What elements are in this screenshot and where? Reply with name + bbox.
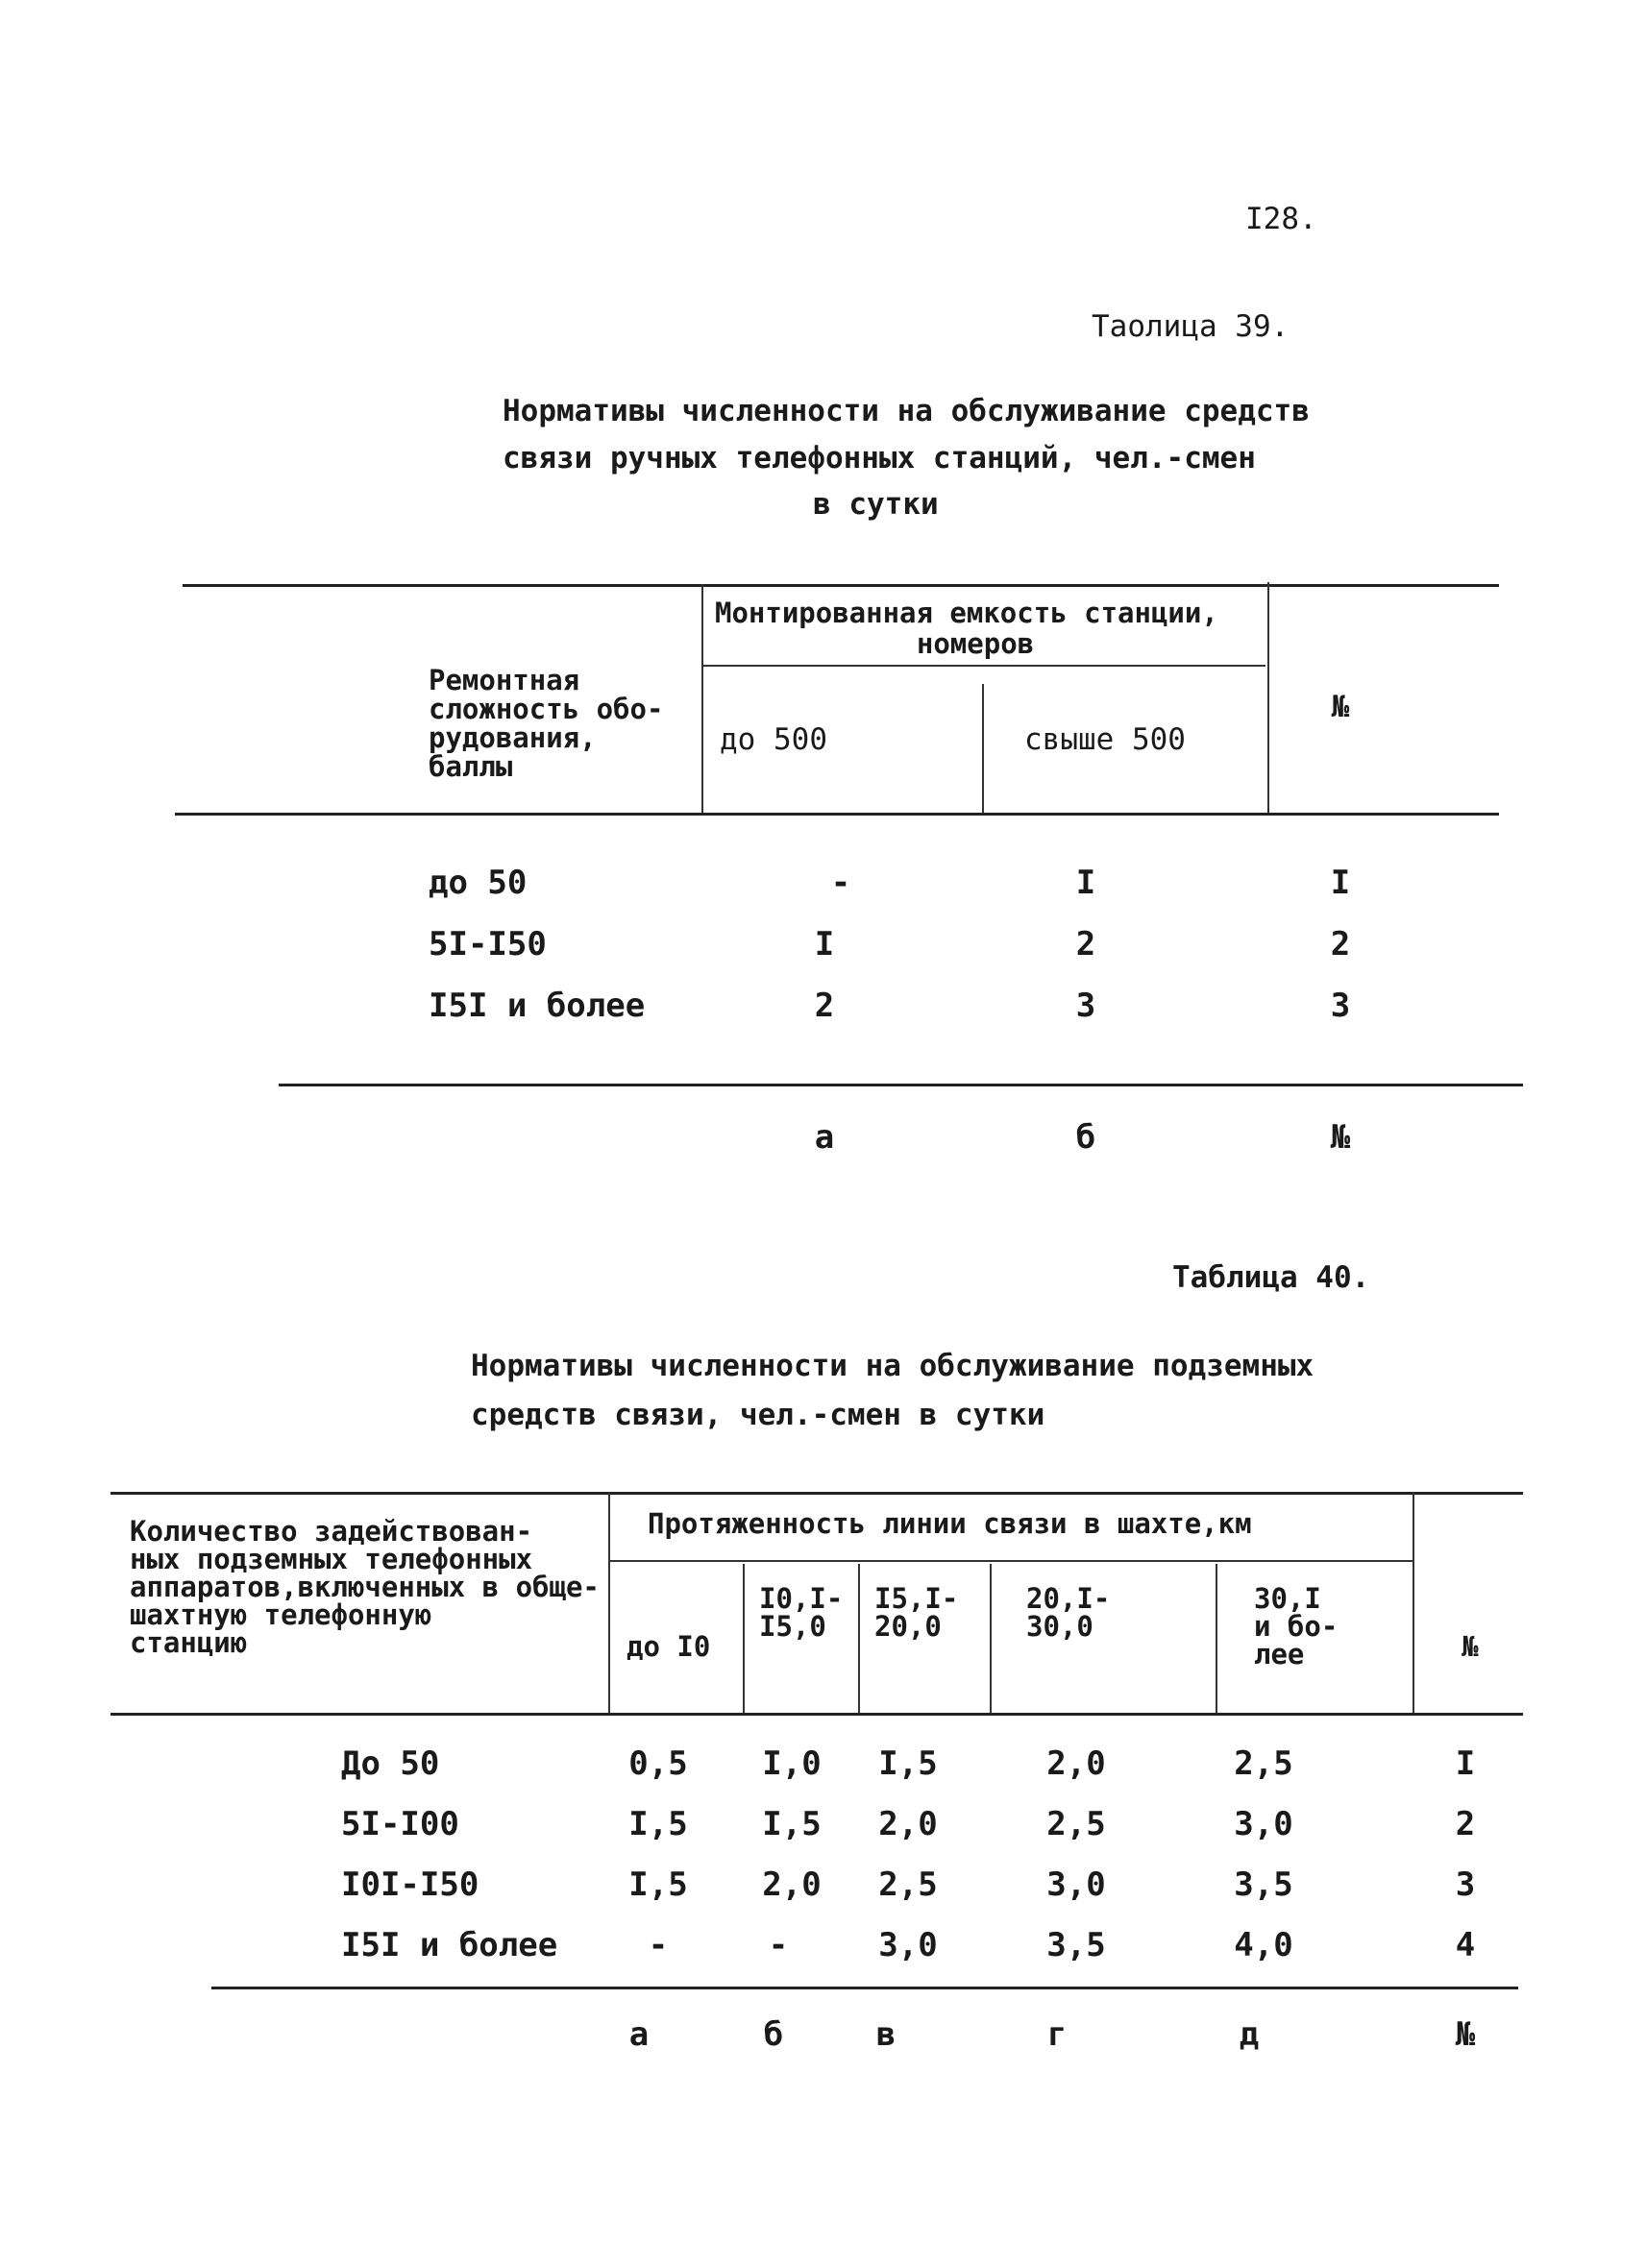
table-divider <box>1267 582 1269 813</box>
table-cell: 2,5 <box>1234 1744 1293 1783</box>
row-number: 2 <box>1330 925 1351 963</box>
column-header: лее <box>1254 1638 1305 1671</box>
column-header: 30,I <box>1254 1582 1321 1615</box>
row-number: 3 <box>1455 1866 1476 1904</box>
row-header: Количество задействован- <box>130 1515 533 1548</box>
row-header: баллы <box>429 750 513 783</box>
footer-letter: б <box>1075 1118 1096 1157</box>
table-divider <box>990 1564 992 1713</box>
table-cell: 3,5 <box>1046 1926 1106 1964</box>
row-label: I0I-I50 <box>341 1866 479 1904</box>
table-cell: 0,5 <box>628 1744 688 1783</box>
number-header: № <box>1462 1630 1479 1663</box>
row-label: I5I и более <box>341 1926 558 1964</box>
table-cell: I,5 <box>628 1866 688 1904</box>
row-header: ных подземных телефонных <box>130 1543 533 1575</box>
footer-letter: д <box>1239 2015 1260 2054</box>
footer-letter: № <box>1330 1118 1351 1157</box>
table-rule <box>111 1492 1523 1495</box>
row-number: I <box>1330 864 1351 902</box>
table-rule <box>610 1560 1413 1562</box>
group-header: номеров <box>916 627 1035 660</box>
column-header: и бо- <box>1254 1610 1339 1643</box>
table-cell: I,5 <box>878 1744 938 1783</box>
footer-letter: № <box>1455 2015 1476 2054</box>
column-header: до 500 <box>720 722 827 757</box>
table-cell: 2,5 <box>878 1866 938 1904</box>
table-39-title-line: связи ручных телефонных станций, чел.-смен <box>503 441 1256 476</box>
table-cell: 2 <box>814 987 835 1025</box>
table-39-title-line: Нормативы численности на обслуживание средств <box>503 394 1310 428</box>
table-divider <box>701 584 703 813</box>
table-rule <box>211 1987 1518 1989</box>
column-header: 20,I- <box>1026 1582 1111 1615</box>
table-rule <box>183 584 1499 587</box>
table-divider <box>743 1564 745 1713</box>
table-40-title-line: средств связи, чел.-смен в сутки <box>471 1398 1045 1432</box>
column-header: свыше 500 <box>1024 722 1186 757</box>
row-header: сложность обо- <box>429 693 664 725</box>
table-divider <box>1413 1492 1414 1713</box>
table-cell: 3,0 <box>1046 1866 1106 1904</box>
column-header: 30,0 <box>1026 1610 1093 1643</box>
table-cell: I,0 <box>762 1744 822 1783</box>
row-label: До 50 <box>341 1744 440 1783</box>
table-cell: 2,0 <box>878 1805 938 1843</box>
table-cell: 4,0 <box>1234 1926 1293 1964</box>
row-number: I <box>1455 1744 1476 1783</box>
table-cell: 3 <box>1075 987 1096 1025</box>
table-cell: I,5 <box>628 1805 688 1843</box>
table-cell: 3,5 <box>1234 1866 1293 1904</box>
row-header: рудования, <box>429 721 597 754</box>
row-label: до 50 <box>429 864 528 902</box>
row-header: Ремонтная <box>429 664 580 696</box>
table-cell: I <box>814 925 835 963</box>
table-cell: I,5 <box>762 1805 822 1843</box>
row-label: I5I и более <box>429 987 646 1025</box>
table-cell: 2,0 <box>762 1866 822 1904</box>
table-cell: 3,0 <box>1234 1805 1293 1843</box>
table-39-title-line: в сутки <box>813 487 939 522</box>
table-cell: 2,0 <box>1046 1744 1106 1783</box>
table-rule <box>175 813 1499 816</box>
footer-letter: а <box>628 2015 650 2054</box>
group-header: Протяженность линии связи в шахте,км <box>648 1507 1252 1540</box>
table-divider <box>858 1564 860 1713</box>
row-number: 4 <box>1455 1926 1476 1964</box>
row-number: 3 <box>1330 987 1351 1025</box>
table-cell: 2 <box>1075 925 1096 963</box>
table-rule <box>279 1084 1523 1086</box>
column-header: до I0 <box>626 1630 711 1663</box>
table-39-label: Таолица 39. <box>1092 309 1290 344</box>
row-header: станцию <box>130 1626 248 1659</box>
table-40-title-line: Нормативы численности на обслуживание подземных <box>471 1349 1314 1383</box>
row-header: шахтную телефонную <box>130 1598 432 1631</box>
row-label: 5I-I50 <box>429 925 547 963</box>
footer-letter: г <box>1046 2015 1068 2054</box>
table-rule <box>111 1713 1523 1716</box>
page-number: I28. <box>1245 202 1317 236</box>
table-divider <box>982 684 984 813</box>
group-header: Монтированная емкость станции, <box>715 597 1218 629</box>
column-header: I0,I- <box>759 1582 844 1615</box>
table-cell: 2,5 <box>1046 1805 1106 1843</box>
table-divider <box>1216 1564 1217 1713</box>
table-cell: - <box>648 1926 669 1964</box>
table-cell: I <box>1075 864 1096 902</box>
table-cell: - <box>830 864 851 902</box>
footer-letter: б <box>763 2015 784 2054</box>
row-number: 2 <box>1455 1805 1476 1843</box>
column-header: I5,0 <box>759 1610 826 1643</box>
table-40-label: Таблица 40. <box>1172 1260 1370 1295</box>
column-header: I5,I- <box>874 1582 959 1615</box>
row-label: 5I-I00 <box>341 1805 459 1843</box>
footer-letter: в <box>875 2015 897 2054</box>
table-cell: - <box>768 1926 789 1964</box>
row-header: аппаратов,включенных в обще- <box>130 1571 600 1603</box>
footer-letter: а <box>814 1118 835 1157</box>
number-header: № <box>1331 690 1350 724</box>
column-header: 20,0 <box>874 1610 942 1643</box>
table-cell: 3,0 <box>878 1926 938 1964</box>
table-divider <box>608 1492 610 1713</box>
table-rule <box>703 665 1265 667</box>
